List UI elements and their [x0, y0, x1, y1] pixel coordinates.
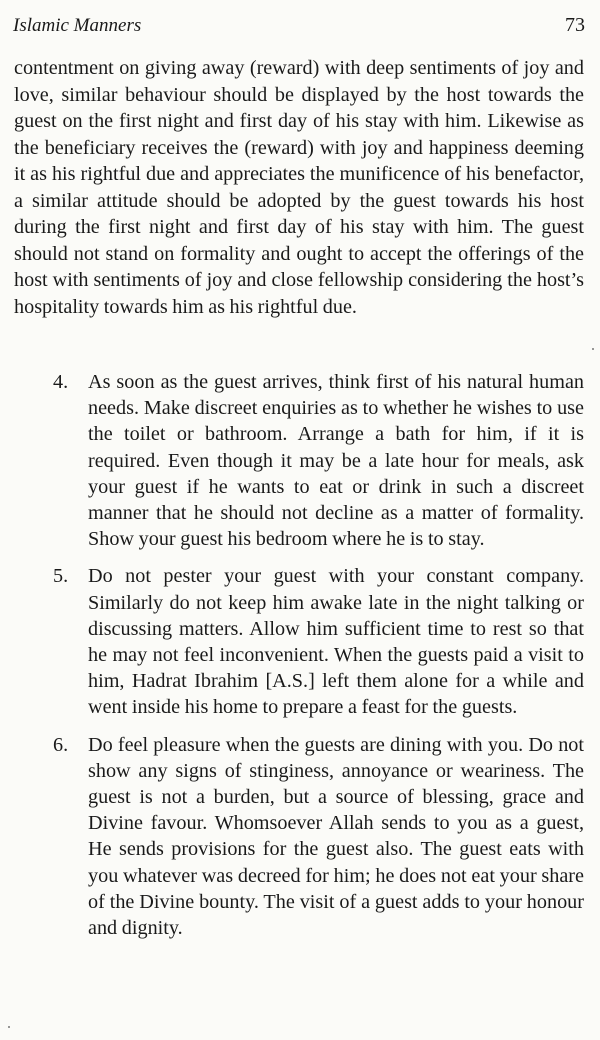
page-number: 73: [565, 14, 585, 36]
list-item-number: 5.: [53, 565, 69, 588]
list-item-number: 4.: [53, 371, 69, 393]
list-item-number: 6.: [53, 733, 69, 756]
running-header: [13, 14, 585, 44]
scan-speck: [592, 348, 594, 350]
book-title: Islamic Manners: [13, 15, 142, 36]
list-item-text: Do not pester your guest with your constant company. Similarly do not keep him awake late in the night talking or discussing matters. Allow him sufficient time to rest so that he may not feel inconvenient. When the guests paid a visit to him, Hadrat Ibrahim [A.S.] left them alone for a while and went inside his home to prepare a feast for the guests.: [88, 565, 584, 719]
numbered-list: [14, 369, 584, 952]
list-item-text: Do feel pleasure when the guests are dining with you. Do not show any signs of stinginess, annoyance or weariness. The guest is not a burden, but a source of blessing, grace and Divine favour. Whomsoever Allah sends to you as a guest, He sends provisions for the guest also. The guest eats with you whatever was decreed for him; he does not eat your share of the Divine bounty. The visit of a guest adds to your honour and dignity.: [88, 733, 584, 940]
list-item-text: As soon as the guest arrives, think first of his natural human needs. Make discreet enquiries as to whether he wishes to use the toilet or bathroom. Arrange a bath for him, if it is required. Even though it may be a late hour for meals, ask your guest if he wants to eat or drink in such a discreet manner that he should not decline as a matter of formality. Show your guest his bedroom where he is to stay.: [88, 371, 584, 551]
list-item: [14, 369, 584, 552]
list-item: [14, 732, 584, 942]
scan-speck: [8, 1026, 10, 1028]
list-item: [14, 563, 584, 720]
intro-paragraph: contentment on giving away (reward) with deep sentiments of joy and love, similar behaviour should be displayed by the host towards the guest on the first night and first day of his stay with him. Likewise as the beneficiary receives the (reward) with joy and happiness deeming it as his rightful due and appreciates the munificence of his benefactor, a similar attitude should be adopted by the guest towards his host during the first night and first day of his stay with him. The guest should not stand on formality and ought to accept the offerings of the host with sentiments of joy and close fellowship considering the host’s hospitality towards him as his rightful due.: [14, 57, 584, 318]
